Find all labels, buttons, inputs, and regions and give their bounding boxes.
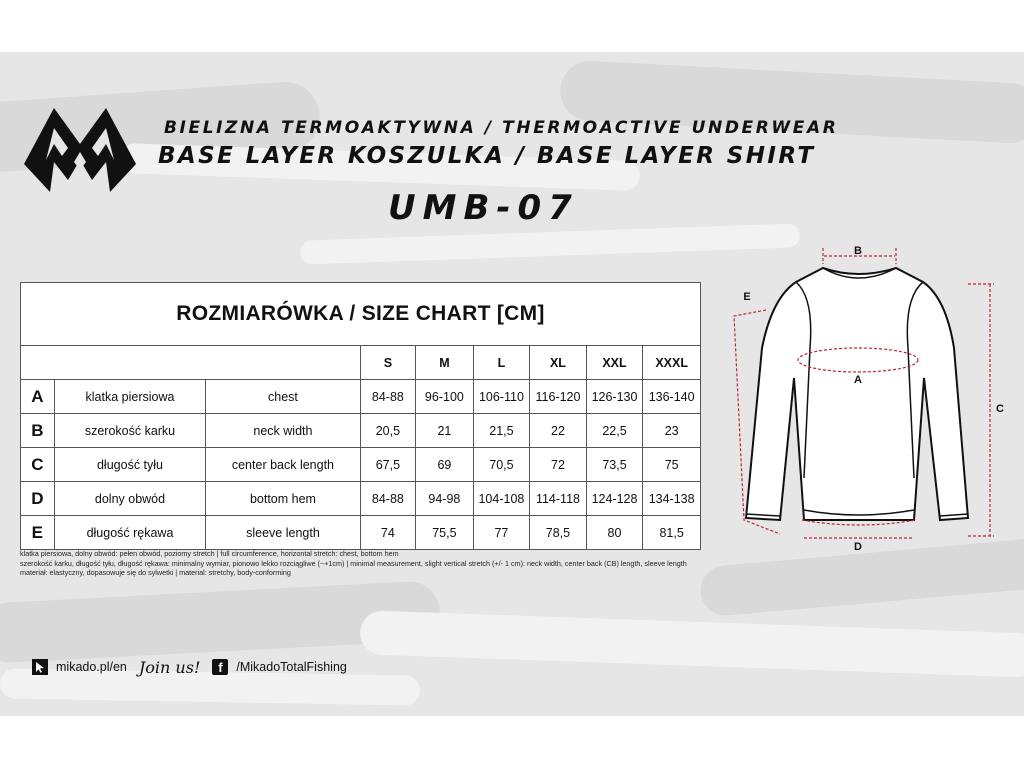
value-cell: 126-130	[586, 380, 643, 414]
fit-notes	[20, 549, 687, 578]
cursor-icon	[32, 659, 48, 675]
footer	[32, 656, 347, 678]
value-cell: 23	[643, 414, 701, 448]
table-row	[21, 380, 701, 414]
note-line: szerokość karku, długość tyłu, długość rękawa: minimalny wymiar, pionowo lekko rozciągliwe (~+1cm) | minimal measurement, slight vertical stretch (+/- 1 cm): neck width, center back (CB) length, sleeve length	[20, 558, 687, 568]
row-letter: E	[21, 516, 55, 550]
value-cell: 69	[416, 448, 474, 482]
value-cell: 70,5	[473, 448, 530, 482]
value-cell: 73,5	[586, 448, 643, 482]
diagram-label-b: B	[854, 245, 862, 257]
value-cell: 77	[473, 516, 530, 550]
value-cell: 67,5	[360, 448, 416, 482]
value-cell: 116-120	[530, 380, 587, 414]
join-us-text: Join us!	[138, 657, 201, 677]
value-cell: 21,5	[473, 414, 530, 448]
value-cell: 22,5	[586, 414, 643, 448]
note-line: materiał: elastyczny, dopasowuje się do sylwetki | material: stretchy, body-conforming	[20, 568, 291, 577]
row-label-en: center back length	[206, 448, 360, 482]
row-label-en: sleeve length	[206, 516, 360, 550]
value-cell: 114-118	[530, 482, 587, 516]
model-code: UMB-07	[388, 188, 579, 228]
value-cell: 75,5	[416, 516, 474, 550]
value-cell: 84-88	[360, 482, 416, 516]
value-cell: 75	[643, 448, 701, 482]
table-row	[21, 448, 701, 482]
shirt-measurement-diagram	[718, 238, 1008, 558]
value-cell: 106-110	[473, 380, 530, 414]
facebook-link[interactable]: /MikadoTotalFishing	[236, 660, 347, 674]
value-cell: 72	[530, 448, 587, 482]
size-header-cell: XXXL	[643, 346, 701, 380]
subtitle-underwear: BIELIZNA TERMOAKTYWNA / THERMOACTIVE UNDERWEAR	[164, 118, 839, 138]
shirt-outline	[746, 268, 968, 520]
size-header-row	[21, 346, 701, 380]
size-header-blank	[21, 346, 361, 380]
table-row	[21, 516, 701, 550]
size-header-cell: M	[416, 346, 474, 380]
row-label-pl: długość rękawa	[54, 516, 206, 550]
note-line: klatka piersiowa, dolny obwód: pełen obwód, poziomy stretch | full circumference, horizontal stretch: chest, bottom hem	[20, 549, 399, 558]
size-header-cell: S	[360, 346, 416, 380]
row-label-pl: dolny obwód	[54, 482, 206, 516]
value-cell: 136-140	[643, 380, 701, 414]
value-cell: 78,5	[530, 516, 587, 550]
diagram-label-c: C	[996, 403, 1004, 415]
value-cell: 81,5	[643, 516, 701, 550]
row-label-en: chest	[206, 380, 360, 414]
row-label-pl: długość tyłu	[54, 448, 206, 482]
value-cell: 21	[416, 414, 474, 448]
value-cell: 94-98	[416, 482, 474, 516]
row-label-en: bottom hem	[206, 482, 360, 516]
row-letter: B	[21, 414, 55, 448]
row-label-pl: klatka piersiowa	[54, 380, 206, 414]
row-label-en: neck width	[206, 414, 360, 448]
brand-logo	[24, 100, 136, 192]
value-cell: 124-128	[586, 482, 643, 516]
value-cell: 80	[586, 516, 643, 550]
size-chart	[20, 282, 701, 550]
row-letter: A	[21, 380, 55, 414]
size-header-cell: XL	[530, 346, 587, 380]
diagram-label-a: A	[854, 374, 862, 386]
website-link[interactable]: mikado.pl/en	[56, 660, 127, 674]
value-cell: 96-100	[416, 380, 474, 414]
value-cell: 22	[530, 414, 587, 448]
row-letter: D	[21, 482, 55, 516]
value-cell: 104-108	[473, 482, 530, 516]
size-header-cell: XXL	[586, 346, 643, 380]
size-header-cell: L	[473, 346, 530, 380]
row-letter: C	[21, 448, 55, 482]
subtitle-shirt: BASE LAYER KOSZULKA / BASE LAYER SHIRT	[158, 143, 816, 169]
diagram-label-e: E	[743, 291, 751, 303]
value-cell: 84-88	[360, 380, 416, 414]
value-cell: 74	[360, 516, 416, 550]
table-row	[21, 482, 701, 516]
table-row	[21, 414, 701, 448]
row-label-pl: szerokość karku	[54, 414, 206, 448]
diagram-label-d: D	[854, 541, 862, 553]
size-chart-title: ROZMIARÓWKA / SIZE CHART [CM]	[21, 283, 701, 346]
value-cell: 134-138	[643, 482, 701, 516]
value-cell: 20,5	[360, 414, 416, 448]
facebook-icon: f	[212, 659, 228, 675]
